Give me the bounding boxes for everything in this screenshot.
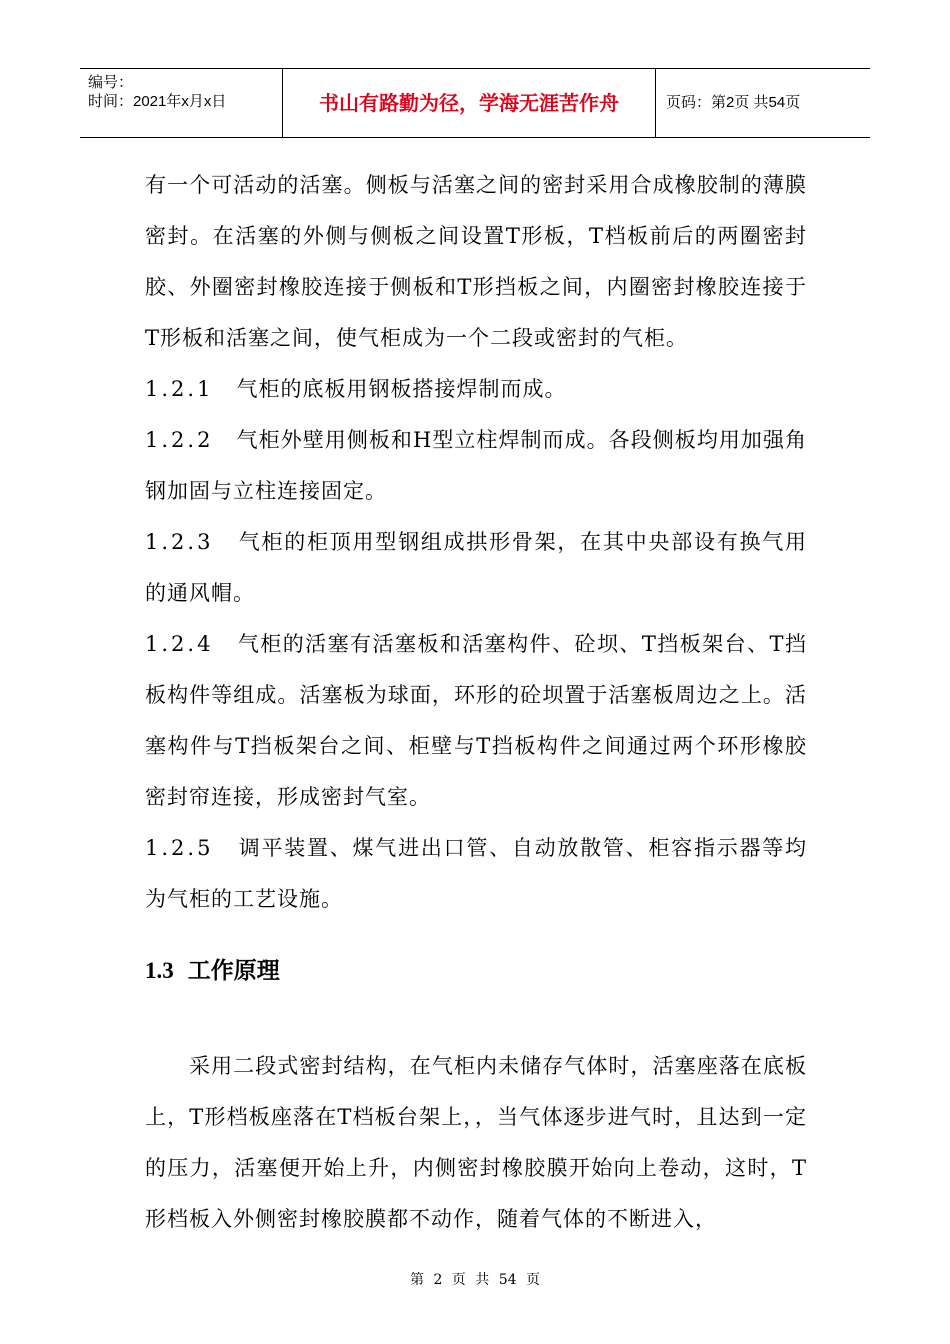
clause-text: 气柜的底板用钢板搭接焊制而成。: [236, 377, 567, 401]
clause-1-2-5: [145, 823, 807, 925]
clause-1-2-3: [145, 517, 807, 619]
clause-number: 1.2.2: [145, 428, 214, 452]
clause-text: 气柜外壁用侧板和H型立柱焊制而成。各段侧板均用加强角钢加固与立柱连接固定。: [145, 428, 808, 503]
clause-text: 调平装置、煤气进出口管、自动放散管、柜容指示器等均为气柜的工艺设施。: [145, 836, 807, 911]
clause-number: 1.2.4: [145, 632, 214, 656]
header-motto-cell: [283, 69, 656, 137]
clause-number: 1.2.1: [145, 377, 214, 401]
page-footer: 第 2 页 共 54 页: [410, 1272, 540, 1288]
body-paragraph: 有一个可活动的活塞。侧板与活塞之间的密封采用合成橡胶制的薄膜密封。在活塞的外侧与侧板之间设置T形板，T档板前后的两圈密封胶、外圈密封橡胶连接于侧板和T形挡板之间，内圈密封橡胶连接于T形板和活塞之间，使气柜成为一个二段或密封的气柜。: [145, 173, 807, 350]
section-heading: [145, 951, 807, 991]
document-body: [145, 160, 807, 1245]
body-paragraph: 采用二段式密封结构，在气柜内未储存气体时，活塞座落在底板上，T形档板座落在T档板台架上，，当气体逐步进气时，且达到一定的压力，活塞便开始上升，内侧密封橡胶膜开始向上卷动，这时，T形档板入外侧密封橡胶膜都不动作，随着气体的不断进入，: [145, 1054, 807, 1231]
section-title: 工作原理: [187, 958, 280, 983]
header-motto: 书山有路勤为径，学海无涯苦作舟: [319, 91, 619, 115]
clause-1-2-1: [145, 364, 807, 415]
header-time-label: 时间：2021年x月x日: [88, 93, 227, 110]
header-info-cell: [80, 69, 283, 137]
clause-text: 气柜的活塞有活塞板和活塞构件、砼坝、T挡板架台、T挡板构件等组成。活塞板为球面，环形的砼坝置于活塞板周边之上。活塞构件与T挡板架台之间、柜壁与T挡板构件之间通过两个环形橡胶密封帘连接，形成密封气室。: [145, 632, 807, 809]
page-header: [80, 68, 870, 138]
section-number: 1.3: [145, 958, 174, 983]
clause-number: 1.2.5: [145, 836, 214, 860]
clause-1-2-2: [145, 415, 807, 517]
header-page-info: 页码：第2页 共54页: [666, 94, 801, 111]
clause-1-2-4: [145, 619, 807, 823]
clause-text: 气柜的柜顶用型钢组成拱形骨架，在其中央部设有换气用的通风帽。: [145, 530, 807, 605]
clause-number: 1.2.3: [145, 530, 214, 554]
header-page-cell: [656, 69, 870, 137]
header-number-label: 编号：: [88, 74, 134, 91]
